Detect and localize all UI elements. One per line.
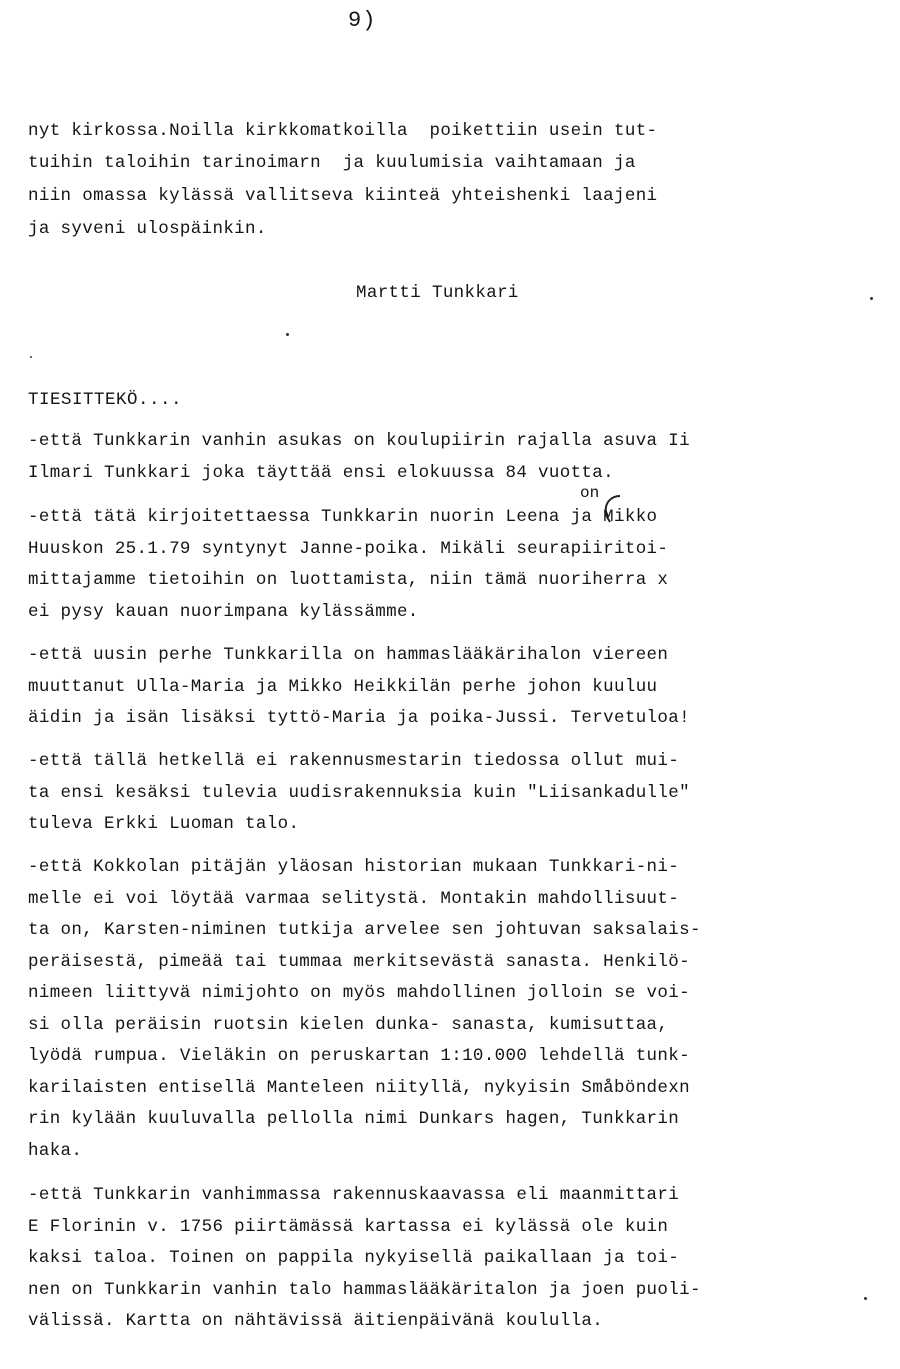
item-line: -että tällä hetkellä ei rakennusmestarin tiedossa ollut mui- <box>28 751 680 771</box>
item-line: lyödä rumpua. Vieläkin on peruskartan 1:10.000 lehdellä tunk- <box>28 1046 690 1066</box>
intro-line: nyt kirkossa.Noilla kirkkomatkoilla poikettiin usein tut- <box>28 121 658 141</box>
scan-speck <box>30 356 32 358</box>
intro-line: tuihin taloihin tarinoimarn ja kuulumisia vaihtamaan ja <box>28 153 636 173</box>
item-line: karilaisten entisellä Manteleen niityllä, nykyisin Småböndexn <box>28 1077 690 1098</box>
item-line: -että Tunkkarin vanhimmassa rakennuskaavassa eli maanmittari <box>28 1185 680 1205</box>
item-line: melle ei voi löytää varmaa selitystä. Montakin mahdollisuut- <box>28 888 680 909</box>
item-line: E Florinin v. 1756 piirtämässä kartassa ei kylässä ole kuin <box>28 1216 669 1237</box>
item-line: äidin ja isän lisäksi tyttö-Maria ja poika-Jussi. Tervetuloa! <box>28 708 690 728</box>
item-line: peräisestä, pimeää tai tummaa merkitsevästä sanasta. Henkilö- <box>28 951 690 972</box>
scan-speck <box>870 297 873 300</box>
item-line: haka. <box>28 1140 83 1161</box>
intro-line: niin omassa kylässä vallitseva kiinteä yhteishenki laajeni <box>28 186 658 206</box>
scan-speck <box>864 1297 867 1300</box>
item-line: mittajamme tietoihin on luottamista, niin tämä nuoriherra x <box>28 570 669 590</box>
item-line: ta on, Karsten-niminen tutkija arvelee sen johtuvan saksalais- <box>28 920 701 940</box>
item-line: -että Kokkolan pitäjän yläosan historian mukaan Tunkkari-ni- <box>28 857 680 877</box>
page-number: 9) <box>348 8 377 33</box>
handwritten-insert: on <box>580 484 600 502</box>
item-line: si olla peräisin ruotsin kielen dunka- sanasta, kumisuttaa, <box>28 1014 669 1035</box>
item-line: Huuskon 25.1.79 syntynyt Janne-poika. Mikäli seurapiiritoi- <box>28 538 669 559</box>
item-line: muuttanut Ulla-Maria ja Mikko Heikkilän perhe johon kuuluu <box>28 676 658 697</box>
item-line: ei pysy kauan nuorimpana kylässämme. <box>28 601 419 622</box>
item-line: -että uusin perhe Tunkkarilla on hammaslääkärihalon viereen <box>28 645 669 665</box>
section-heading: TIESITTEKÖ.... <box>28 390 183 410</box>
scan-speck <box>286 333 289 336</box>
item-line: -että Tunkkarin vanhin asukas on koulupiirin rajalla asuva Ii <box>28 431 690 451</box>
intro-line: ja syveni ulospäinkin. <box>28 219 267 239</box>
item-line: kaksi taloa. Toinen on pappila nykyisellä paikallaan ja toi- <box>28 1248 680 1268</box>
item-line: rin kylään kuuluvalla pellolla nimi Dunkars hagen, Tunkkarin <box>28 1109 680 1129</box>
item-line: -että tätä kirjoitettaessa Tunkkarin nuorin Leena ja Mikko <box>28 507 658 527</box>
item-line: nimeen liittyvä nimijohto on myös mahdollinen jolloin se voi- <box>28 983 690 1003</box>
author-signature: Martti Tunkkari <box>356 283 519 303</box>
item-line: tuleva Erkki Luoman talo. <box>28 814 300 834</box>
item-line: välissä. Kartta on nähtävissä äitienpäivänä koululla. <box>28 1311 604 1331</box>
item-line: Ilmari Tunkkari joka täyttää ensi elokuussa 84 vuotta. <box>28 462 614 483</box>
item-line: nen on Tunkkarin vanhin talo hammaslääkäritalon ja joen puoli- <box>28 1279 701 1300</box>
item-line: ta ensi kesäksi tulevia uudisrakennuksia kuin "Liisankadulle" <box>28 782 690 803</box>
